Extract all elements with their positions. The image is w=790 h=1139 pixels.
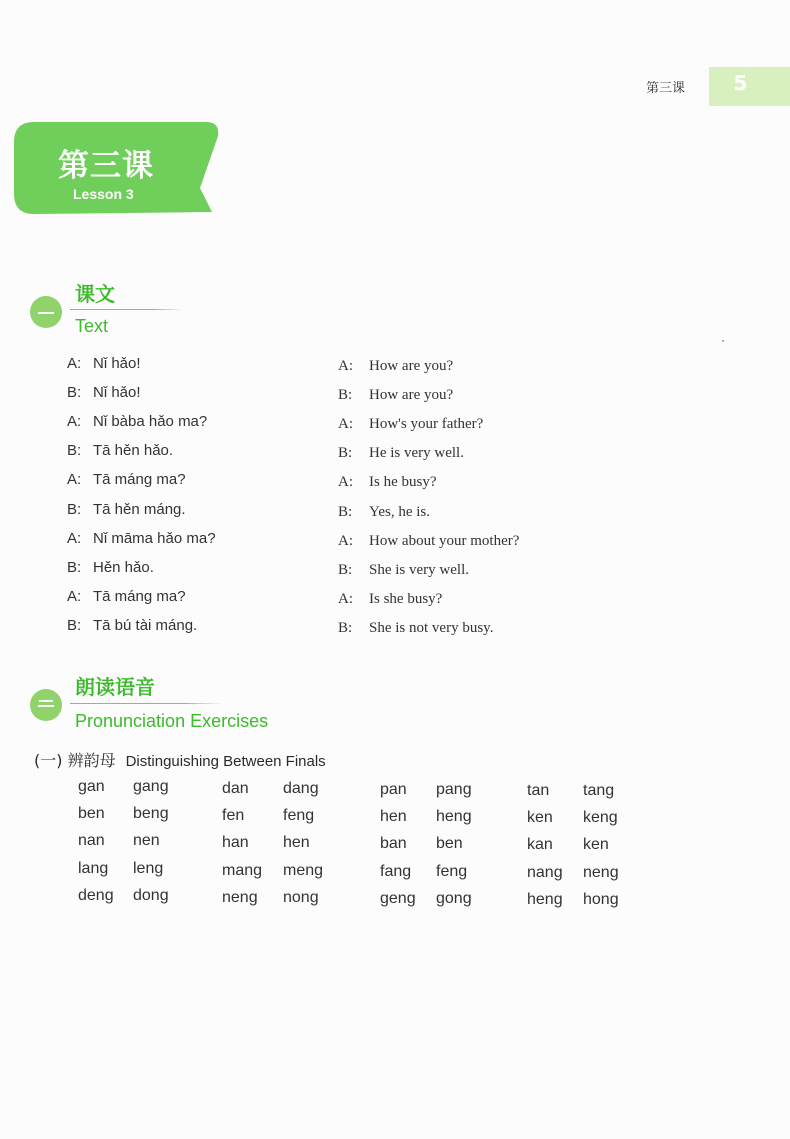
section-divider [70,309,180,310]
syllable: nan [78,832,105,850]
speaker-label: A: [338,358,353,374]
english-line: How about your mother? [369,532,520,549]
dialog-row [0,413,790,442]
pinyin-line: Nǐ hǎo! [93,384,141,402]
speaker-label: B: [67,616,82,634]
syllable: kan [527,836,553,854]
syllable: pang [436,781,472,798]
speaker-label: B: [338,387,353,404]
pinyin-line: Tā hěn máng. [93,500,186,518]
speck-mark [722,340,724,342]
syllable: beng [133,805,169,823]
syllable: han [222,834,249,852]
subsection-heading [34,748,326,771]
pinyin-line: Tā bú tài máng. [93,616,198,634]
syllable: hen [283,834,310,852]
section-title-en: Text [75,316,109,336]
speaker-label: A: [67,471,82,489]
english-line: How are you? [369,358,454,374]
syllable: hong [583,890,619,908]
syllable: dong [133,886,169,904]
syllable: neng [583,863,619,881]
speaker-label: B: [67,500,82,518]
section-number-one-icon [30,296,62,328]
syllable: ben [436,835,463,853]
lesson-title: 第三课 [58,148,154,184]
syllable: neng [222,888,258,906]
syllable: leng [133,859,164,877]
syllable: heng [436,808,472,826]
english-line: She is not very busy. [369,619,494,636]
dialog-row [0,559,790,588]
speaker-label: A: [338,416,353,433]
speaker-label: A: [67,587,82,605]
speaker-label: B: [67,442,82,460]
section-title-cn: 课文 [75,282,115,306]
speaker-label: B: [67,558,82,576]
syllable: ban [380,835,407,853]
syllable: ken [583,836,609,854]
syllable: nang [527,863,563,881]
pinyin-line: Nǐ bàba hǎo ma? [93,413,208,431]
speaker-label: B: [338,445,353,462]
syllable: feng [436,862,468,880]
syllable: gong [436,889,472,907]
syllable: tan [527,782,550,799]
dialog-row [0,471,790,500]
pinyin-line: Nǐ māma hǎo ma? [93,529,216,547]
dialog-row [0,530,790,559]
speaker-label: B: [338,503,353,520]
speaker-label: A: [338,532,353,549]
speaker-label: B: [338,561,353,578]
english-line: Yes, he is. [369,503,430,520]
syllable: deng [78,886,114,904]
syllable: meng [283,861,324,879]
syllable: nen [133,832,160,850]
subsection-label-en: Distinguishing Between Finals [125,753,326,770]
pinyin-line: Tā máng ma? [93,587,186,605]
speaker-label: B: [67,384,82,402]
syllable: heng [527,890,563,908]
dialog-row [0,384,790,413]
syllable: hen [380,808,407,826]
syllable: pan [380,781,407,798]
english-line: He is very well. [369,445,464,462]
pinyin-line: Tā máng ma? [93,471,186,489]
syllable: gan [78,778,105,795]
syllable: nong [283,888,319,906]
english-line: She is very well. [369,561,469,578]
syllable: ben [78,805,105,823]
dialog-row [0,501,790,530]
syllable: fang [380,862,412,880]
speaker-label: A: [67,413,82,431]
english-line: How's your father? [369,416,484,433]
syllable: mang [222,861,263,879]
syllable: geng [380,889,416,907]
speaker-label: B: [338,619,353,636]
dialog-row [0,442,790,471]
syllable: ken [527,809,553,827]
english-line: How are you? [369,387,454,404]
section-title-cn: 朗读语音 [75,675,155,699]
subsection-label-cn: (一) 辨韵母 [34,751,116,770]
syllable: dang [283,780,319,797]
pinyin-line: Hěn hǎo. [93,558,154,576]
english-line: Is he busy? [369,474,437,491]
page-number: 5 [733,71,748,95]
speaker-label: A: [67,529,82,547]
speaker-label: A: [67,355,82,372]
lesson-subtitle: Lesson 3 [73,186,134,202]
dialog-row [0,355,790,384]
speaker-label: A: [338,474,353,491]
section-divider [70,703,220,704]
syllable: dan [222,780,249,797]
pinyin-line: Nǐ hǎo! [93,355,141,372]
pinyin-line: Tā hěn hǎo. [93,442,174,460]
syllable: fen [222,807,245,825]
page-number-box [709,67,790,106]
dialog-row [0,617,790,646]
section-title-en: Pronunciation Exercises [75,711,269,731]
syllable: keng [583,809,618,827]
dialog-row [0,588,790,617]
section-number-two-icon [30,689,62,721]
syllable: lang [78,859,109,877]
syllable: feng [283,807,315,825]
speaker-label: A: [338,590,353,607]
running-head-title: 第三课 [646,81,686,96]
syllable: gang [133,778,169,795]
english-line: Is she busy? [369,590,443,607]
syllable: tang [583,782,615,799]
